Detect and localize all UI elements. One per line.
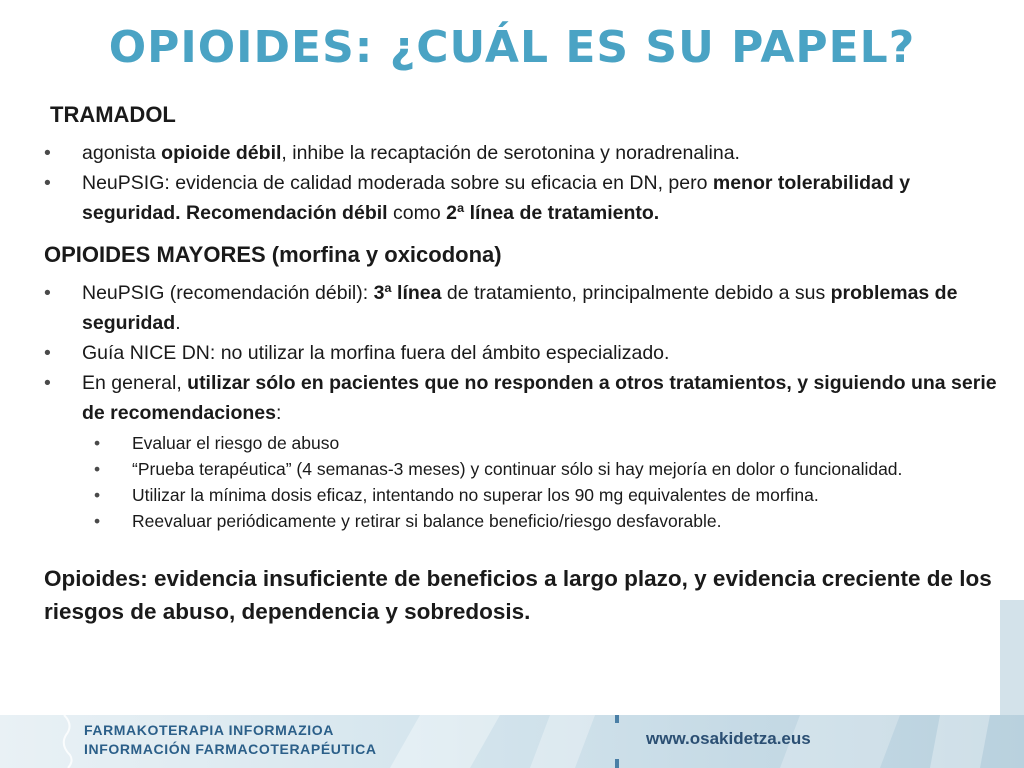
list-item: • agonista opioide débil, inhibe la recaptación de serotonina y noradrenalina. xyxy=(44,138,1004,168)
footer-url: www.osakidetza.eus xyxy=(646,729,811,748)
footer-line-spanish: INFORMACIÓN FARMACOTERAPÉUTICA xyxy=(84,741,377,757)
sublist-item: • Evaluar el riesgo de abuso xyxy=(82,430,1004,456)
list-item: • NeuPSIG (recomendación débil): 3ª línea de tratamiento, principalmente debido a sus problemas de seguridad. xyxy=(44,278,1004,338)
sublist-item: • Utilizar la mínima dosis eficaz, intentando no superar los 90 mg equivalentes de morfina. xyxy=(82,482,1004,508)
slide-content xyxy=(44,100,1004,628)
recommendations-sublist xyxy=(82,430,1004,534)
list-item: • En general, utilizar sólo en pacientes que no responden a otros tratamientos, y siguiendo una serie de recomendaciones: • Evaluar el riesgo de abuso • “Prueba terapéutica” (4 semanas-3 meses) y continuar sólo si hay mejoría en dolor o funcionalidad. • Utilizar la mínima dosis eficaz, intentando no superar los 90 mg equivalentes de morfina. • Reevaluar periódicamente y retirar si balance beneficio/riesgo desfavorable. xyxy=(44,368,1004,534)
decorative-side-panel xyxy=(1000,600,1024,715)
opioides-mayores-list xyxy=(44,278,1004,534)
sublist-item: • “Prueba terapéutica” (4 semanas-3 meses) y continuar sólo si hay mejoría en dolor o funcionalidad. xyxy=(82,456,1004,482)
footer-logo-wave xyxy=(62,715,76,768)
list-item: • NeuPSIG: evidencia de calidad moderada sobre su eficacia en DN, pero menor tolerabilidad y seguridad. Recomendación débil como 2ª línea de tratamiento. xyxy=(44,168,1004,228)
list-item: • Guía NICE DN: no utilizar la morfina fuera del ámbito especializado. xyxy=(44,338,1004,368)
section-heading-tramadol: TRAMADOL xyxy=(50,102,176,127)
sublist-item: • Reevaluar periódicamente y retirar si balance beneficio/riesgo desfavorable. xyxy=(82,508,1004,534)
footer-banner xyxy=(0,715,1024,768)
slide-title: OPIOIDES: ¿CUÁL ES SU PAPEL? xyxy=(108,22,916,73)
tramadol-list xyxy=(44,138,1004,228)
section-heading-opioides-mayores: OPIOIDES MAYORES (morfina y oxicodona) xyxy=(44,242,502,267)
conclusion-text: Opioides: evidencia insuficiente de beneficios a largo plazo, y evidencia creciente de los riesgos de abuso, dependencia y sobredosis. xyxy=(44,566,992,624)
footer-line-basque: FARMAKOTERAPIA INFORMAZIOA xyxy=(84,722,334,738)
